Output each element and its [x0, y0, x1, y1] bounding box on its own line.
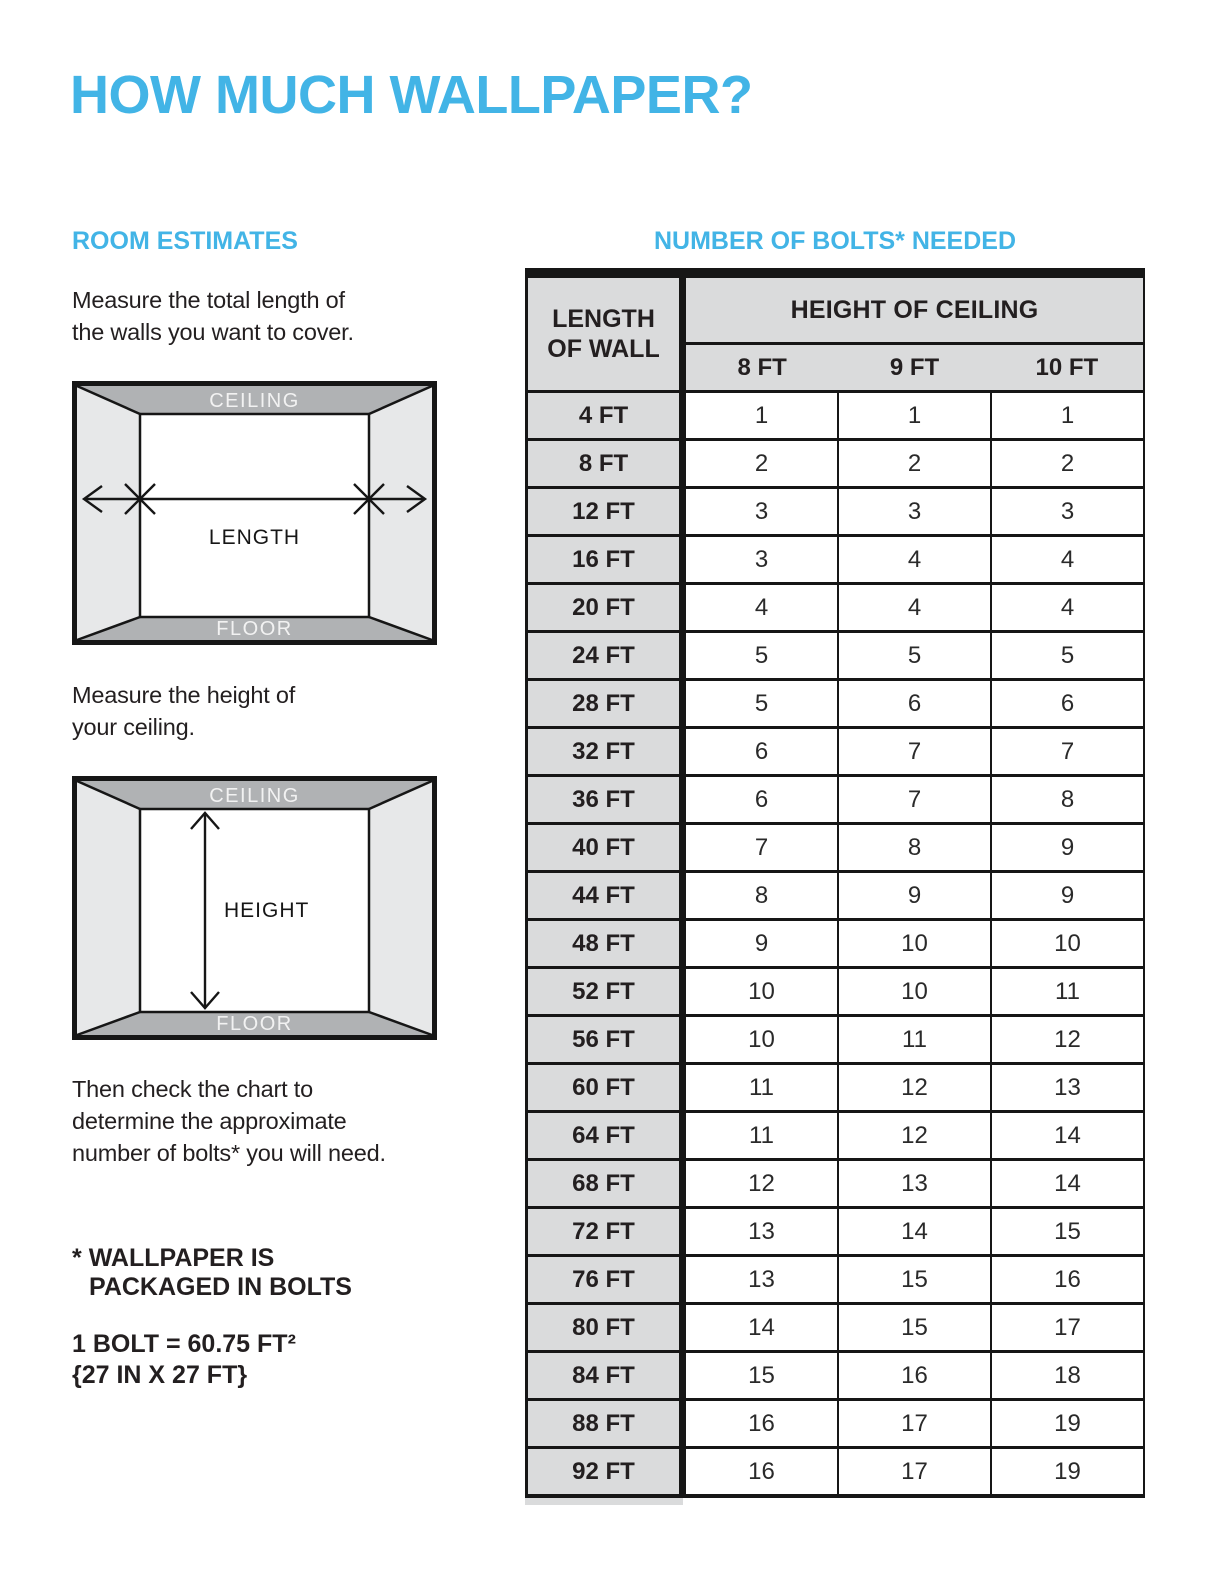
table-row — [528, 873, 1143, 921]
table-thick-divider — [679, 441, 686, 486]
bolts-value-cell: 13 — [686, 1257, 837, 1302]
table-thick-divider — [679, 278, 686, 390]
col-header-10ft: 10 FT — [1035, 353, 1099, 381]
bolts-value-cell: 7 — [839, 729, 990, 774]
bolts-value-cell: 17 — [839, 1401, 990, 1446]
table-row — [528, 1017, 1143, 1065]
table-thick-divider — [679, 1353, 686, 1398]
bolts-value-cell: 4 — [992, 537, 1143, 582]
height-of-ceiling-header-group — [686, 278, 1143, 390]
bolts-value-cell: 4 — [992, 585, 1143, 630]
bolts-value-cell: 10 — [992, 921, 1143, 966]
bolts-value-cell: 17 — [839, 1449, 990, 1494]
bolts-value-cell: 16 — [992, 1257, 1143, 1302]
row-label-wall-length: 80 FT — [528, 1305, 679, 1350]
row-label-wall-length: 72 FT — [528, 1209, 679, 1254]
table-header — [525, 278, 1145, 390]
bolts-value-cell: 14 — [686, 1305, 837, 1350]
bolts-value-cell: 5 — [686, 681, 837, 726]
col-group-header: HEIGHT OF CEILING — [686, 278, 1143, 342]
col-header-8ft: 8 FT — [737, 353, 787, 381]
bolts-value-cell: 14 — [992, 1161, 1143, 1206]
table-thick-divider — [679, 1449, 686, 1494]
ceiling-height-subheader-row — [686, 345, 1143, 390]
col-header-length-of-wall: LENGTH OF WALL — [528, 278, 679, 390]
col-header-9ft: 9 FT — [889, 353, 940, 381]
bolt-spec — [72, 1329, 296, 1391]
table-thick-divider — [679, 969, 686, 1014]
floor-label: FLOOR — [216, 1013, 293, 1035]
back-wall — [140, 414, 369, 617]
paragraph-line: determine the approximate — [72, 1108, 347, 1134]
bolts-value-cell: 9 — [839, 873, 990, 918]
check-chart-paragraph — [72, 1073, 386, 1169]
row-label-wall-length: 60 FT — [528, 1065, 679, 1110]
table-thick-divider — [679, 1209, 686, 1254]
ceiling-label: CEILING — [209, 390, 300, 412]
bolts-value-cell: 3 — [839, 489, 990, 534]
bolts-value-cell: 7 — [992, 729, 1143, 774]
table-row — [528, 489, 1143, 537]
table-row — [528, 1401, 1143, 1449]
bolts-value-cell: 7 — [686, 825, 837, 870]
bolts-value-cell: 10 — [839, 969, 990, 1014]
bolts-table — [525, 268, 1145, 1505]
row-label-wall-length: 52 FT — [528, 969, 679, 1014]
row-label-wall-length: 24 FT — [528, 633, 679, 678]
table-row — [528, 1353, 1143, 1401]
bolts-value-cell: 18 — [992, 1353, 1143, 1398]
row-label-wall-length: 12 FT — [528, 489, 679, 534]
bolts-value-cell: 19 — [992, 1449, 1143, 1494]
table-row — [528, 729, 1143, 777]
measure-height-paragraph — [72, 679, 295, 743]
table-thick-divider — [679, 825, 686, 870]
table-row — [528, 777, 1143, 825]
bolts-value-cell: 16 — [686, 1449, 837, 1494]
table-row — [528, 1257, 1143, 1305]
paragraph-line: number of bolts* you will need. — [72, 1140, 386, 1166]
bolt-spec-line: {27 IN X 27 FT} — [72, 1361, 248, 1389]
bolts-value-cell: 15 — [992, 1209, 1143, 1254]
bolts-value-cell: 3 — [992, 489, 1143, 534]
asterisk: * — [72, 1244, 82, 1272]
bolts-value-cell: 14 — [839, 1209, 990, 1254]
row-label-wall-length: 4 FT — [528, 393, 679, 438]
bolts-value-cell: 10 — [686, 969, 837, 1014]
row-label-wall-length: 36 FT — [528, 777, 679, 822]
right-wall-plane — [369, 781, 432, 1035]
bolts-value-cell: 9 — [992, 873, 1143, 918]
bolts-value-cell: 15 — [839, 1305, 990, 1350]
bolts-value-cell: 3 — [686, 489, 837, 534]
paragraph-line: Measure the total length of — [72, 287, 345, 313]
bolts-value-cell: 15 — [839, 1257, 990, 1302]
table-thick-divider — [679, 585, 686, 630]
table-thick-divider — [679, 1017, 686, 1062]
floor-label: FLOOR — [216, 618, 293, 640]
bolts-value-cell: 9 — [992, 825, 1143, 870]
table-thick-divider — [679, 681, 686, 726]
bolts-value-cell: 6 — [686, 777, 837, 822]
bolts-value-cell: 19 — [992, 1401, 1143, 1446]
bolts-value-cell: 8 — [992, 777, 1143, 822]
table-row — [528, 393, 1143, 441]
row-label-wall-length: 64 FT — [528, 1113, 679, 1158]
row-label-wall-length: 68 FT — [528, 1161, 679, 1206]
table-row — [528, 1161, 1143, 1209]
bolts-footnote — [72, 1244, 352, 1302]
bolts-value-cell: 4 — [839, 537, 990, 582]
table-thick-divider — [679, 633, 686, 678]
paragraph-line: Measure the height of — [72, 682, 296, 708]
bolts-value-cell: 13 — [839, 1161, 990, 1206]
row-label-wall-length: 76 FT — [528, 1257, 679, 1302]
bolts-value-cell: 10 — [686, 1017, 837, 1062]
row-label-wall-length: 48 FT — [528, 921, 679, 966]
table-thick-divider — [679, 1065, 686, 1110]
table-row — [528, 1209, 1143, 1257]
bolts-value-cell: 14 — [992, 1113, 1143, 1158]
bolts-value-cell: 12 — [992, 1017, 1143, 1062]
bolts-value-cell: 5 — [839, 633, 990, 678]
left-wall-plane — [77, 386, 140, 640]
bolts-value-cell: 1 — [992, 393, 1143, 438]
table-top-border — [525, 268, 1145, 278]
table-thick-divider — [679, 1161, 686, 1206]
paragraph-line: Then check the chart to — [72, 1076, 313, 1102]
row-label-wall-length: 92 FT — [528, 1449, 679, 1494]
bolts-value-cell: 9 — [686, 921, 837, 966]
row-label-wall-length: 40 FT — [528, 825, 679, 870]
row-label-wall-length: 8 FT — [528, 441, 679, 486]
table-row — [528, 585, 1143, 633]
table-row — [528, 681, 1143, 729]
bolts-value-cell: 4 — [686, 585, 837, 630]
bolts-value-cell: 1 — [839, 393, 990, 438]
bolts-value-cell: 12 — [686, 1161, 837, 1206]
bolts-value-cell: 8 — [839, 825, 990, 870]
bolts-value-cell: 15 — [686, 1353, 837, 1398]
bolts-value-cell: 5 — [686, 633, 837, 678]
row-label-wall-length: 16 FT — [528, 537, 679, 582]
ceiling-label: CEILING — [209, 785, 300, 807]
bolts-value-cell: 7 — [839, 777, 990, 822]
footnote-text: WALLPAPER IS — [88, 1244, 275, 1272]
number-of-bolts-heading: NUMBER OF BOLTS* NEEDED — [653, 227, 1017, 255]
footnote-line — [72, 1244, 352, 1273]
table-row — [528, 969, 1143, 1017]
paragraph-line: your ceiling. — [72, 714, 195, 740]
table-thick-divider — [679, 729, 686, 774]
table-row — [528, 825, 1143, 873]
bolts-value-cell: 11 — [686, 1065, 837, 1110]
row-label-wall-length: 32 FT — [528, 729, 679, 774]
table-thick-divider — [679, 537, 686, 582]
table-row — [528, 1305, 1143, 1353]
ceiling-height-diagram — [72, 776, 437, 1040]
room-length-diagram — [72, 381, 437, 645]
bolts-value-cell: 11 — [992, 969, 1143, 1014]
table-thick-divider — [679, 1113, 686, 1158]
row-label-wall-length: 28 FT — [528, 681, 679, 726]
row-label-wall-length: 88 FT — [528, 1401, 679, 1446]
bolts-value-cell: 13 — [686, 1209, 837, 1254]
table-row — [528, 1113, 1143, 1161]
bolts-value-cell: 3 — [686, 537, 837, 582]
bolts-value-cell: 6 — [839, 681, 990, 726]
measure-length-paragraph — [72, 284, 354, 348]
table-thick-divider — [679, 393, 686, 438]
bolts-value-cell: 13 — [992, 1065, 1143, 1110]
bolts-value-cell: 6 — [992, 681, 1143, 726]
table-thick-divider — [679, 921, 686, 966]
bolts-value-cell: 16 — [686, 1401, 837, 1446]
bolts-value-cell: 8 — [686, 873, 837, 918]
bolts-value-cell: 12 — [839, 1113, 990, 1158]
table-row — [528, 921, 1143, 969]
page-title: HOW MUCH WALLPAPER? — [70, 65, 753, 125]
table-body — [525, 390, 1145, 1494]
bolts-value-cell: 1 — [686, 393, 837, 438]
table-thick-divider — [679, 777, 686, 822]
left-wall-plane — [77, 781, 140, 1035]
bolts-value-cell: 2 — [992, 441, 1143, 486]
table-row — [528, 1065, 1143, 1113]
bolts-value-cell: 4 — [839, 585, 990, 630]
row-label-wall-length: 44 FT — [528, 873, 679, 918]
table-row — [528, 633, 1143, 681]
table-thick-divider — [679, 873, 686, 918]
bolts-value-cell: 2 — [686, 441, 837, 486]
height-label: HEIGHT — [224, 899, 310, 922]
room-estimates-heading: ROOM ESTIMATES — [72, 227, 298, 255]
bolt-spec-line: 1 BOLT = 60.75 FT² — [72, 1330, 296, 1358]
bolts-value-cell: 5 — [992, 633, 1143, 678]
bolts-value-cell: 16 — [839, 1353, 990, 1398]
bolts-value-cell: 17 — [992, 1305, 1143, 1350]
table-thick-divider — [679, 489, 686, 534]
table-row — [528, 441, 1143, 489]
bolts-value-cell: 2 — [839, 441, 990, 486]
right-wall-plane — [369, 386, 432, 640]
row-label-wall-length: 20 FT — [528, 585, 679, 630]
table-gray-tab — [525, 1498, 683, 1505]
length-label: LENGTH — [208, 526, 301, 549]
row-label-wall-length: 56 FT — [528, 1017, 679, 1062]
bolts-value-cell: 6 — [686, 729, 837, 774]
bolts-value-cell: 11 — [839, 1017, 990, 1062]
bolts-value-cell: 12 — [839, 1065, 990, 1110]
table-row — [528, 1449, 1143, 1494]
paragraph-line: the walls you want to cover. — [72, 319, 354, 345]
row-label-wall-length: 84 FT — [528, 1353, 679, 1398]
bolts-value-cell: 10 — [839, 921, 990, 966]
table-row — [528, 537, 1143, 585]
table-thick-divider — [679, 1305, 686, 1350]
table-thick-divider — [679, 1257, 686, 1302]
bolts-value-cell: 11 — [686, 1113, 837, 1158]
footnote-line: PACKAGED IN BOLTS — [89, 1273, 352, 1301]
table-thick-divider — [679, 1401, 686, 1446]
